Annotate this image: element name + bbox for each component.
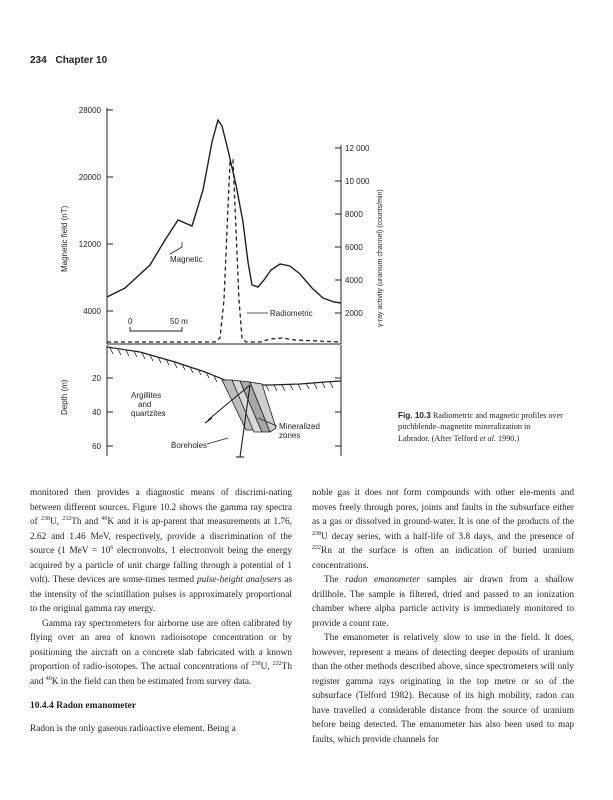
radiometric-ticks: [335, 148, 341, 313]
paragraph: monitored then provides a diagnostic means of discrimi-nating between different sources. Figure 10.2 shows the gamma ray spectra of $^{238}$U, $^{232}$Th and $^{40}$K and it is ap-parent that measurements at 1.76, 2.62 and 1.46 MeV, respectively, provide a discrimination of the source (1 MeV = $10^6$ electronvolts, 1 electronvolt being the energy acquired by a particle of unit charge falling through a potential of 1 volt). These devices are some-times termed pulse-height analysers as the intensity of the scintillation pulses is approximately proportional to the original gamma ray energy.: [30, 488, 292, 614]
label-argillites-3: quartzites: [131, 409, 166, 418]
scale-length: 50 m: [170, 317, 188, 326]
rad-tick-4000: 4000: [345, 276, 363, 285]
section-heading: 10.4.4 Radon emanometer: [30, 701, 137, 711]
rad-tick-10000: 10 000: [345, 177, 370, 186]
caption-line-4a: Telford: [453, 433, 478, 443]
caption-line-2: profiles over pitchblende–magnetite: [398, 411, 563, 432]
label-radiometric: Radiometric: [270, 309, 313, 318]
caption-label: Fig. 10.3: [398, 411, 431, 420]
ground-surface: [107, 347, 341, 385]
paragraph: The radon emanometer samples air drawn from a shallow drillhole. The sample is filtered, dried and passed to an ionization chamber where alpha particle activity is immediately monitored to provide a count rate.: [312, 575, 574, 629]
mag-tick-28000: 28000: [78, 106, 101, 115]
section-right-ticks: [335, 378, 341, 446]
magnetic-axis-label: Magnetic field (nT): [60, 205, 69, 272]
figure-caption: [398, 410, 563, 444]
scale-bar: [130, 327, 182, 331]
caption-line-4b: et al.: [479, 433, 496, 443]
text-column-left: [30, 486, 292, 736]
paragraph: Radon is the only gaseous radioactive element. Being a: [30, 723, 236, 734]
depth-axis-label: Depth (m): [60, 379, 69, 415]
depth-tick-60: 60: [92, 442, 101, 451]
caption-line-1: Radiometric and magnetic: [432, 411, 520, 420]
mag-tick-4000: 4000: [83, 307, 101, 316]
magnetic-profile-line: [107, 120, 341, 303]
mag-tick-20000: 20000: [78, 173, 101, 182]
scale-zero: 0: [128, 317, 133, 326]
rad-tick-8000: 8000: [345, 210, 363, 219]
label-boreholes: Boreholes: [171, 441, 208, 450]
magnetic-ticks: [107, 110, 113, 311]
depth-ticks: [107, 378, 113, 446]
label-argillites-1: Argillites: [131, 391, 162, 400]
caption-line-3: mineralization in Labrador. (After: [398, 422, 531, 443]
radiometric-axis-label: γ-ray activity (uranium channel) (counts/min): [377, 189, 384, 327]
magnetic-leader: [170, 242, 182, 254]
depth-tick-40: 40: [92, 408, 101, 417]
boreholes-leader: [207, 438, 228, 444]
caption-line-4c: 1990.): [498, 433, 520, 443]
paragraph: The emanometer is relatively slow to use in the field. It does, however, represent a means of detecting deeper deposits of uranium than the other methods described above, since spectrometers will only register gamma rays originating in the top metre or so of the subsurface (Telford 1982). Because of its high mobility, radon can have travelled a considerable distance from the source of uranium before being detected. The emanometer has also been used to map faults, which provide channels for: [312, 633, 574, 745]
rad-tick-6000: 6000: [345, 243, 363, 252]
mag-tick-12000: 12000: [78, 240, 101, 249]
page-number: 234: [30, 55, 47, 66]
paragraph: noble gas it does not form compounds with other ele-ments and moves freely through pores, joints and faults in the subsurface either as a gas or dissolved in ground-water. It is one of the products of the $^{238}$U decay series, with a half-life of 3.8 days, and the presence of $^{222}$Rn at the surface is often an indication of buried uranium concentrations.: [312, 488, 574, 571]
text-column-right: [312, 486, 574, 747]
rad-tick-12000: 12 000: [345, 144, 370, 153]
mineralized-zones: [222, 380, 276, 432]
label-mineralized-2: zones: [279, 431, 301, 440]
chapter-title: Chapter 10: [55, 55, 108, 66]
label-mineralized-1: Mineralized: [279, 422, 320, 431]
depth-tick-20: 20: [92, 374, 101, 383]
label-magnetic: Magnetic: [170, 255, 203, 264]
paragraph: Gamma ray spectrometers for airborne use are often calibrated by flying over an area of known radioisotope concentration or by positioning the aircraft on a concrete slab fabricated with a known proportion of radio-isotopes. The actual concentrations of $^{238}$U, $^{232}$Th and $^{40}$K in the field can then be estimated from survey data.: [30, 618, 292, 687]
label-argillites-2: and: [138, 400, 152, 409]
rad-tick-2000: 2000: [345, 309, 363, 318]
